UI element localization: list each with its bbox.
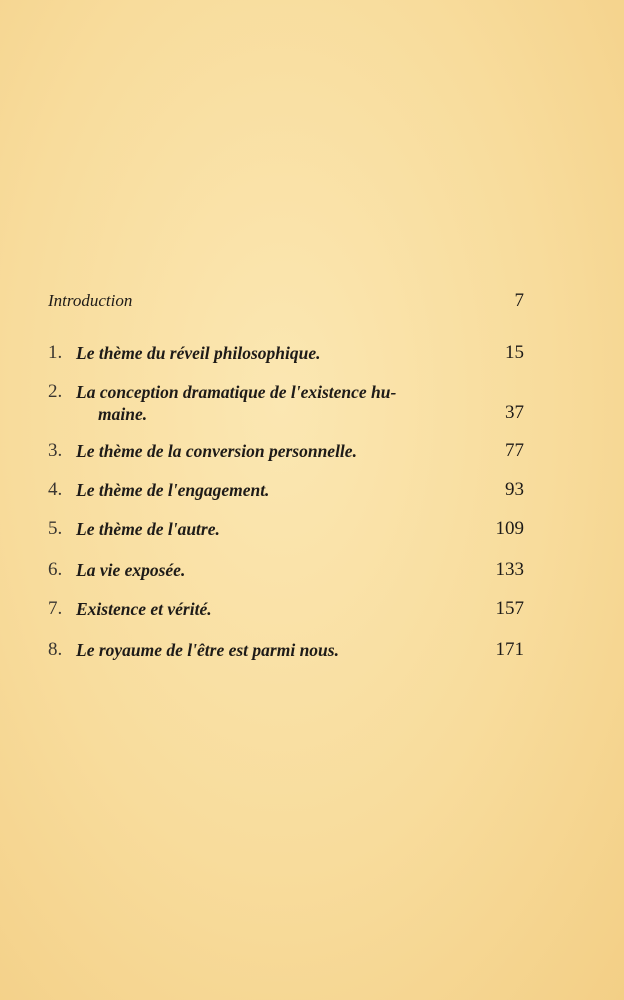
toc-entry-title: La vie exposée. xyxy=(76,560,186,580)
toc-entry-page: 133 xyxy=(495,559,524,580)
toc-entry-title: Existence et vérité. xyxy=(76,599,212,619)
toc-entry-page: 93 xyxy=(505,479,524,500)
toc-entry-number: 2. xyxy=(48,381,63,402)
toc-entry-title-line-2: maine. xyxy=(98,404,148,424)
toc-entry-title: Le thème du réveil philosophique. xyxy=(76,343,321,363)
toc-entry-title: Le thème de l'engagement. xyxy=(76,480,270,500)
toc-entry-number: 5. xyxy=(48,518,63,539)
toc-entry-title: Le royaume de l'être est parmi nous. xyxy=(76,640,339,660)
toc-entry-page: 157 xyxy=(495,598,524,619)
toc-entry-page: 171 xyxy=(495,639,524,660)
toc-entry-title-line-1: La conception dramatique de l'existence hu- xyxy=(76,382,397,402)
toc-entry-number: 1. xyxy=(48,342,63,363)
toc-entry-number: 8. xyxy=(48,639,63,660)
toc-entry-number: 6. xyxy=(48,559,63,580)
toc-entry-title: Le thème de l'autre. xyxy=(76,519,220,539)
toc-entry-title: Introduction xyxy=(48,291,133,310)
toc-entry-number: 3. xyxy=(48,440,63,461)
toc-entry-page: 109 xyxy=(495,518,524,539)
toc-entry-number: 4. xyxy=(48,479,63,500)
toc-entry-page: 15 xyxy=(505,342,524,363)
toc-entry-title: Le thème de la conversion personnelle. xyxy=(76,441,357,461)
toc-entry-page: 37 xyxy=(505,402,524,423)
toc-entry-number: 7. xyxy=(48,598,63,619)
toc-entry-page: 7 xyxy=(514,290,524,311)
toc-entry-page: 77 xyxy=(505,440,524,461)
